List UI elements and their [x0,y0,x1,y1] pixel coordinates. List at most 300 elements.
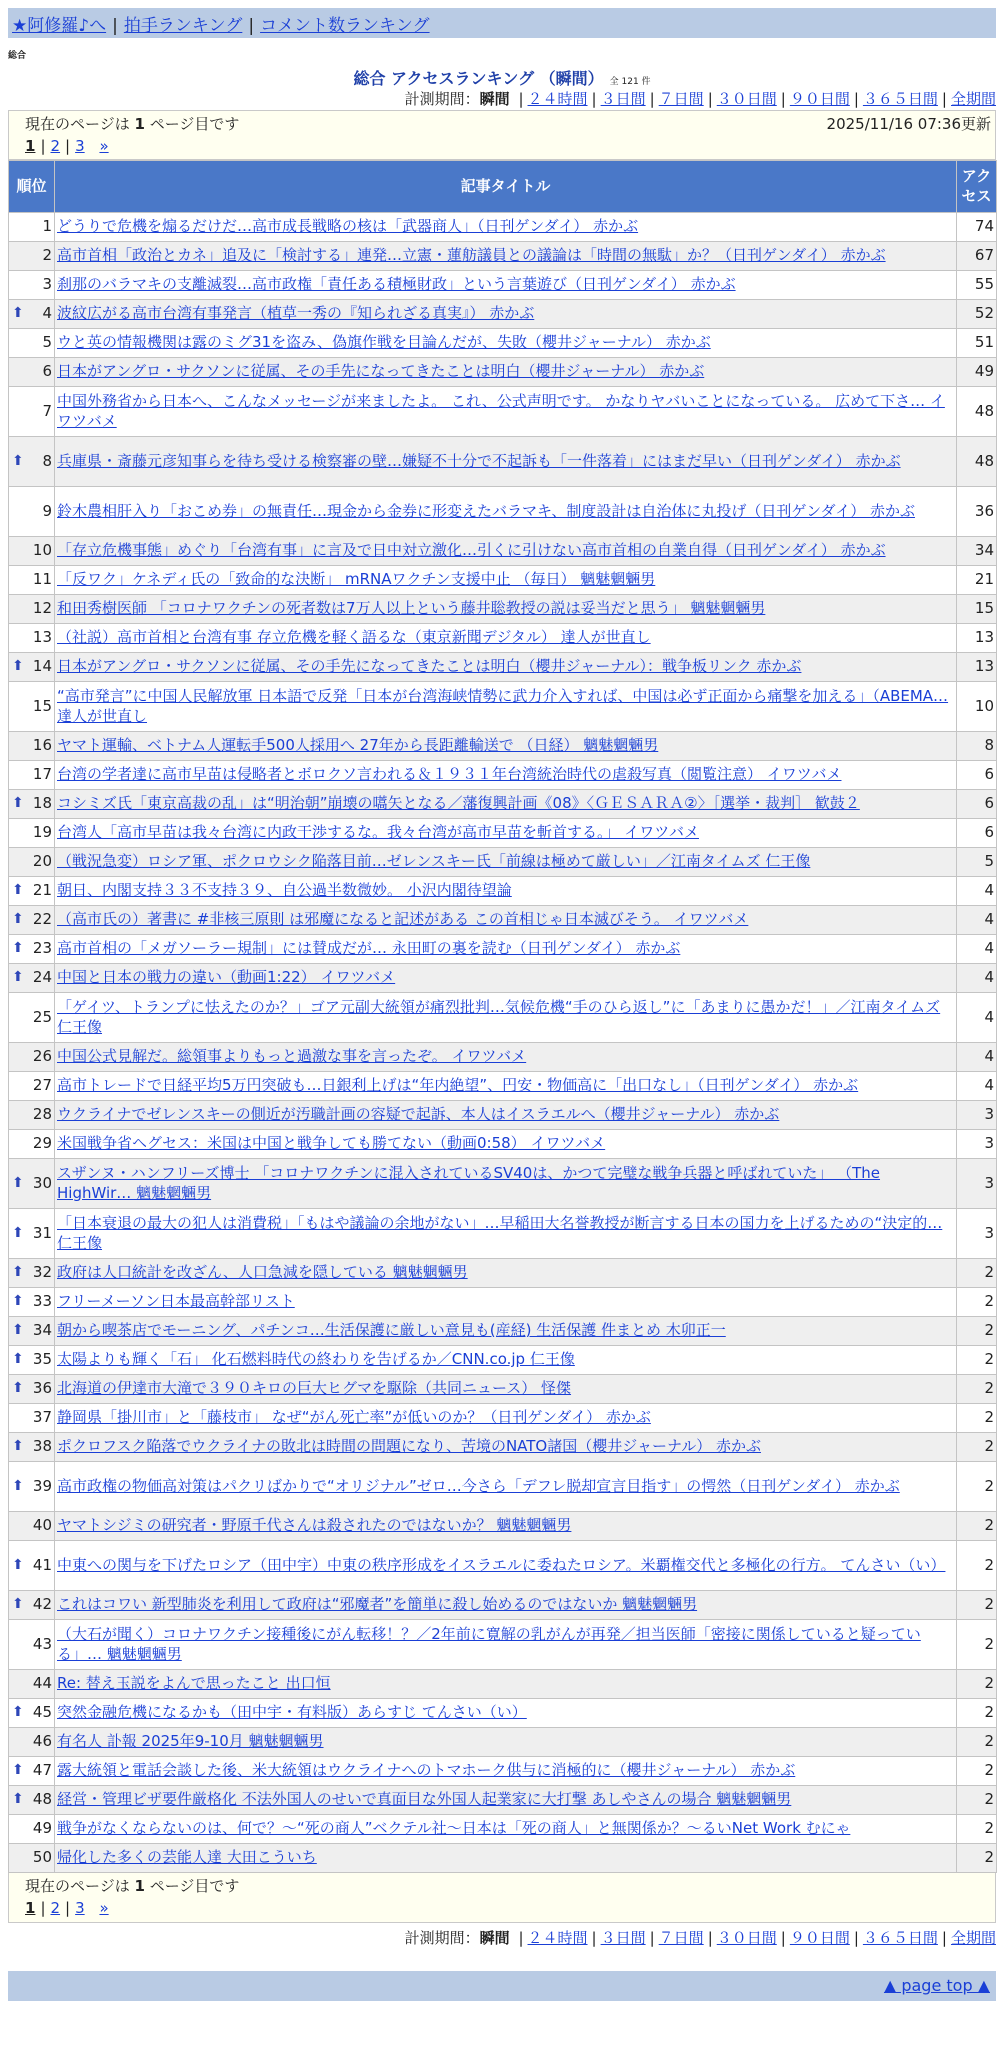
title-cell [55,1375,957,1404]
title-cell [55,761,957,790]
title-cell [55,1699,957,1728]
title-cell [55,271,957,300]
period-separator: | [518,1929,524,1947]
rank-cell [9,1259,55,1288]
table-row [9,487,997,537]
rank-number: 4 [42,304,52,323]
article-link[interactable]: 日本がアングロ・サクソンに従属、その手先になってきたことは明白（櫻井ジャーナル）：戦争板リンク 赤かぶ [57,657,802,676]
title-cell [55,993,957,1043]
period-link[interactable]: ７日間 [658,90,704,108]
table-row [9,624,997,653]
article-link[interactable]: 兵庫県・斎藤元彦知事らを待ち受ける検察審の壁…嫌疑不十分で不起訴も「一件落着」にはまだ早い（日刊ゲンダイ） 赤かぶ [57,451,901,470]
title-cell [55,1259,957,1288]
rank-cell [9,1670,55,1699]
table-row [9,790,997,819]
title-cell [55,1815,957,1844]
table-row [9,993,997,1043]
access-count: 2 [957,1591,997,1620]
article-link[interactable]: 波紋広がる高市台湾有事発言（植草一秀の『知られざる真実』） 赤かぶ [57,304,535,323]
rank-cell [9,1209,55,1259]
article-link[interactable]: 北海道の伊達市大滝で３９０キロの巨大ヒグマを駆除（共同ニュース） 怪傑 [57,1379,572,1398]
rank-number: 26 [32,1047,52,1066]
article-link[interactable]: （戦況急変）ロシア軍、ポクロウシク陥落目前…ゼレンスキー氏「前線は極めて厳しい」／江南タイムズ 仁王像 [57,852,811,871]
article-link[interactable]: 中国公式見解だ。総領事よりもっと過激な事を言ったぞ。 イワツバメ [57,1047,527,1066]
access-count: 2 [957,1699,997,1728]
up-arrow-icon: ⬆ [12,1224,24,1241]
rank-number: 44 [32,1674,52,1693]
period-separator: | [591,90,597,108]
rank-cell [9,993,55,1043]
access-count: 2 [957,1620,997,1670]
period-link[interactable]: ２４時間 [527,1929,588,1947]
period-link[interactable]: ３６５日間 [862,90,938,108]
table-row [9,1346,997,1375]
table-row [9,566,997,595]
up-arrow-icon: ⬆ [12,911,24,927]
title-cell [55,1844,957,1873]
pager-next[interactable]: » [99,1899,109,1917]
rank-number: 7 [42,401,52,420]
article-link[interactable]: フリーメーソン日本最高幹部リスト [57,1292,295,1311]
article-link[interactable]: 中国と日本の戦力の違い（動画1:22） イワツバメ [57,968,396,987]
rank-number: 22 [32,910,52,929]
ranking-table-body [9,213,997,1873]
rank-cell [9,1346,55,1375]
table-row [9,1844,997,1873]
table-row [9,358,997,387]
up-arrow-icon: ⬆ [12,1704,24,1720]
rank-number: 48 [32,1790,52,1809]
rank-cell [9,1317,55,1346]
title-cell [55,1541,957,1591]
title-cell [55,242,957,271]
table-row [9,1670,997,1699]
rank-number: 15 [32,696,52,715]
article-link[interactable]: 台湾人「高市早苗は我々台湾に内政干渉するな。我々台湾が高市早苗を斬首する。」 イワツバメ [57,823,699,842]
rank-cell [9,1757,55,1786]
page-status-suffix: ページ目です [144,1877,240,1895]
nav-link-comment-ranking[interactable]: コメント数ランキング [260,16,430,36]
title-cell [55,877,957,906]
article-link[interactable]: 高市首相の「メガソーラー規制」には賛成だが… 永田町の裏を読む（日刊ゲンダイ） 赤かぶ [57,939,681,958]
up-arrow-icon: ⬆ [12,1596,24,1612]
table-row [9,1512,997,1541]
period-link[interactable]: ３０日間 [716,90,777,108]
title-cell [55,213,957,242]
article-link[interactable]: ウクライナでゼレンスキーの側近が汚職計画の容疑で起訴、本人はイスラエルへ（櫻井ジャーナル） 赤かぶ [57,1105,780,1124]
rank-cell [9,1288,55,1317]
up-arrow-icon: ⬆ [12,795,24,811]
top-nav-bar [8,8,996,38]
article-link[interactable]: 戦争がなくならないのは、何で？〜“死の商人”ベクテル社〜日本は「死の商人」と無関係か？〜るいNet Work むにゃ [57,1819,851,1838]
article-link[interactable]: 露大統領と電話会談した後、米大統領はウクライナへのトマホーク供与に消極的に（櫻井ジャーナル） 赤かぶ [57,1761,796,1780]
rank-number: 12 [32,599,52,618]
article-link[interactable]: 帰化した多くの芸能人達 大田こういち [57,1848,317,1867]
rank-cell [9,1462,55,1512]
title-cell [55,682,957,732]
nav-link-home[interactable]: ★阿修羅♪へ [12,16,107,36]
title-cell [55,1404,957,1433]
title-cell [55,906,957,935]
article-link[interactable]: 有名人 訃報 2025年9-10月 魑魅魍魎男 [57,1732,324,1751]
pager-space [90,1899,95,1917]
article-link[interactable]: 「日本衰退の最大の犯人は消費税」「もはや議論の余地がない」…早稲田大名誉教授が断言する日本の国力を上げるための“決定的… 仁王像 [57,1213,943,1252]
rank-number: 6 [42,362,52,381]
page-status [25,115,239,133]
table-row [9,906,997,935]
updated-timestamp: 2025/11/16 07:36更新 [826,115,991,133]
access-count: 4 [957,993,997,1043]
rank-number: 33 [32,1292,52,1311]
period-link[interactable]: ３０日間 [716,1929,777,1947]
period-separator: | [941,90,947,108]
article-link[interactable]: 静岡県「掛川市」と「藤枝市」 なぜ“がん死亡率”が低いのか？（日刊ゲンダイ） 赤かぶ [57,1408,651,1427]
rank-cell [9,1375,55,1404]
pager-link-3[interactable]: 3 [75,1899,85,1917]
article-link[interactable]: ポクロフスク陥落でウクライナの敗北は時間の問題になり、苦境のNATO諸国（櫻井ジャーナル） 赤かぶ [57,1437,761,1456]
access-count: 55 [957,271,997,300]
pager-link-2[interactable]: 2 [50,137,61,155]
article-link[interactable]: ヤマト運輸、ベトナム人運転手500人採用へ 27年から長距離輸送で （日経） 魑魅魍魎男 [57,736,659,755]
table-row [9,1130,997,1159]
period-current: 瞬間 [479,1929,510,1947]
table-row [9,1541,997,1591]
period-separator: | [649,1929,655,1947]
access-count: 6 [957,819,997,848]
title-cell [55,1433,957,1462]
access-count: 2 [957,1346,997,1375]
rank-number: 38 [32,1437,52,1456]
table-row [9,1072,997,1101]
rank-cell [9,537,55,566]
access-count: 52 [957,300,997,329]
article-link[interactable]: どうりで危機を煽るだけだ…高市成長戦略の核は「武器商人」（日刊ゲンダイ） 赤かぶ [57,217,639,236]
table-row [9,537,997,566]
access-count: 21 [957,566,997,595]
access-count: 48 [957,387,997,437]
table-row [9,964,997,993]
rank-number: 18 [32,794,52,813]
article-link[interactable]: コシミズ氏「東京高裁の乱」は“明治朝”崩壊の嚆矢となる／藩復興計画《08》〈ＧＥＳＡＲＡ②〉［選挙・裁判］ 歓鼓２ [57,794,860,813]
page-status-prefix: 現在のページは [25,1877,135,1895]
title-cell [55,653,957,682]
header-title: 記事タイトル [55,161,957,213]
access-count: 6 [957,761,997,790]
period-link[interactable]: ９０日間 [789,1929,850,1947]
rank-number: 49 [32,1819,52,1838]
title-cell [55,487,957,537]
pager-space [90,137,95,155]
access-count: 2 [957,1728,997,1757]
table-row [9,1786,997,1815]
access-count: 2 [957,1670,997,1699]
table-row [9,1159,997,1209]
period-separator: | [591,1929,597,1947]
footer-bar [8,1971,996,2001]
article-link[interactable]: 「存立危機事態」めぐり「台湾有事」に言及で日中対立激化…引くに引けない高市首相の自業自得（日刊ゲンダイ） 赤かぶ [57,541,886,560]
rank-cell [9,1512,55,1541]
header-rank: 順位 [9,161,55,213]
article-link[interactable]: 太陽よりも輝く「石」 化石燃料時代の終わりを告げるか／CNN.co.jp 仁王像 [57,1350,575,1369]
article-link[interactable]: 日本がアングロ・サクソンに従属、その手先になってきたことは明白（櫻井ジャーナル） 赤かぶ [57,362,705,381]
title-cell [55,1786,957,1815]
table-row [9,732,997,761]
table-row [9,653,997,682]
access-count: 2 [957,1815,997,1844]
period-link[interactable]: ３６５日間 [862,1929,938,1947]
rank-number: 50 [32,1848,52,1867]
rank-cell [9,1786,55,1815]
title-cell [55,387,957,437]
access-count: 2 [957,1462,997,1512]
rank-cell [9,1159,55,1209]
article-link[interactable]: 朝日、内閣支持３３不支持３９、自公過半数微妙。 小沢内閣待望論 [57,881,512,900]
rank-number: 46 [32,1732,52,1751]
access-count: 2 [957,1404,997,1433]
rank-number: 23 [32,939,52,958]
rank-number: 5 [42,333,52,352]
rank-cell [9,761,55,790]
page-title [8,66,996,88]
article-link[interactable]: ヤマトシジミの研究者・野原千代さんは殺されたのではないか？ 魑魅魍魎男 [57,1516,572,1535]
table-row [9,1375,997,1404]
article-link[interactable]: 突然金融危機になるかも（田中宇・有料版）あらすじ てんさい（い） [57,1703,527,1722]
title-cell [55,537,957,566]
access-count: 2 [957,1512,997,1541]
access-count: 3 [957,1101,997,1130]
table-row [9,271,997,300]
table-row [9,213,997,242]
rank-cell [9,1130,55,1159]
rank-cell [9,387,55,437]
article-link[interactable]: 高市トレードで日経平均5万円突破も…日銀利上げは“年内絶望”、円安・物価高に「出口なし」（日刊ゲンダイ） 赤かぶ [57,1076,859,1095]
table-row [9,1209,997,1259]
access-count: 4 [957,906,997,935]
page-info-top [8,110,996,160]
title-cell [55,1620,957,1670]
up-arrow-icon: ⬆ [12,1438,24,1454]
article-link[interactable]: （社説）高市首相と台湾有事 存立危機を軽く語るな（東京新聞デジタル） 達人が世直し [57,628,651,647]
rank-number: 40 [32,1516,52,1535]
table-row [9,1043,997,1072]
access-count: 2 [957,1757,997,1786]
title-cell [55,1757,957,1786]
period-label: 計測期間： [404,90,480,108]
rank-number: 32 [32,1263,52,1282]
table-row [9,1815,997,1844]
rank-cell [9,1728,55,1757]
rank-cell [9,329,55,358]
article-link[interactable]: 中国外務省から日本へ、こんなメッセージが来ましたよ。 これ、公式声明です。 かなりヤバいことになっている。 広めて下さ… イワツバメ [57,391,945,430]
article-link[interactable]: 経営・管理ビザ要件厳格化 不法外国人のせいで真面目な外国人起業家に大打撃 あしやさんの場合 魑魅魍魎男 [57,1790,792,1809]
rank-number: 1 [42,217,52,236]
article-link[interactable]: 「反ワク」ケネディ氏の「致命的な決断」 mRNAワクチン支援中止 （毎日） 魑魅魍魎男 [57,570,656,589]
table-row [9,1317,997,1346]
period-link[interactable]: ３日間 [600,1929,646,1947]
rank-cell [9,487,55,537]
rank-cell [9,790,55,819]
table-row [9,1728,997,1757]
up-arrow-icon: ⬆ [12,1351,24,1367]
up-arrow-icon: ⬆ [12,1762,24,1778]
category-label: 総合 [8,51,27,61]
up-arrow-icon: ⬆ [12,658,24,674]
rank-cell [9,935,55,964]
access-count: 4 [957,1043,997,1072]
rank-cell [9,1815,55,1844]
rank-cell [9,819,55,848]
period-selector [8,88,996,110]
article-link[interactable]: 「ゲイツ、トランプに怯えたのか？」ゴア元副大統領が痛烈批判…気候危機“手のひら返し”に「あまりに愚かだ！」／江南タイムズ 仁王像 [57,997,941,1036]
title-cell [55,1043,957,1072]
title-cell [55,964,957,993]
total-count: 全 121 件 [609,77,651,87]
rank-number: 39 [32,1476,52,1495]
pager-link-2[interactable]: 2 [50,1899,61,1917]
pager-next[interactable]: » [99,137,109,155]
rank-number: 16 [32,736,52,755]
rank-number: 34 [32,1321,52,1340]
rank-cell [9,1043,55,1072]
access-count: 6 [957,790,997,819]
up-arrow-icon: ⬆ [12,1264,24,1280]
access-count: 13 [957,624,997,653]
rank-number: 20 [32,852,52,871]
rank-number: 36 [32,1379,52,1398]
up-arrow-icon: ⬆ [12,305,24,321]
access-count: 74 [957,213,997,242]
period-separator: | [853,1929,859,1947]
nav-link-clap-ranking[interactable]: 拍手ランキング [123,16,243,36]
up-arrow-icon: ⬆ [12,1174,24,1191]
rank-number: 19 [32,823,52,842]
rank-cell [9,271,55,300]
rank-cell [9,437,55,487]
access-count: 4 [957,964,997,993]
access-count: 49 [957,358,997,387]
title-cell [55,819,957,848]
access-count: 48 [957,437,997,487]
rank-number: 47 [32,1761,52,1780]
rank-number: 8 [42,451,52,470]
title-cell [55,1159,957,1209]
page-status-prefix: 現在のページは [25,115,135,133]
title-cell [55,1346,957,1375]
table-row [9,437,997,487]
title-cell [55,437,957,487]
page-top-link[interactable]: ▲ page top ▲ [883,1976,990,1995]
article-link[interactable]: 中東への関与を下げたロシア（田中宇）中東の秩序形成をイスラエルに委ねたロシア。米覇権交代と多極化の行方。 てんさい（い） [57,1555,946,1574]
access-count: 8 [957,732,997,761]
period-label: 計測期間： [404,1929,480,1947]
title-cell [55,1462,957,1512]
rank-number: 45 [32,1703,52,1722]
up-arrow-icon: ⬆ [12,940,24,956]
article-link[interactable]: 政府は人口統計を改ざん、人口急減を隠している 魑魅魍魎男 [57,1263,468,1282]
period-separator: | [649,90,655,108]
period-link[interactable]: 全期間 [950,90,996,108]
period-link[interactable]: ９０日間 [789,90,850,108]
header-count: アクセス [957,161,997,213]
period-separator: | [780,90,786,108]
article-link[interactable]: 米国戦争省ヘグセス：米国は中国と戦争しても勝てない（動画0:58） イワツバメ [57,1134,606,1153]
period-link[interactable]: ３日間 [600,90,646,108]
rank-cell [9,1433,55,1462]
table-row [9,329,997,358]
period-separator: | [941,1929,947,1947]
page-status [25,1877,239,1895]
article-link[interactable]: 和田秀樹医師 「コロナワクチンの死者数は7万人以上という藤井聡教授の説は妥当だと思う」 魑魅魍魎男 [57,599,766,618]
rank-cell [9,964,55,993]
table-row [9,877,997,906]
access-count: 2 [957,1375,997,1404]
rank-number: 24 [32,968,52,987]
table-row [9,1259,997,1288]
article-link[interactable]: 朝から喫茶店でモーニング、パチンコ…生活保護に厳しい意見も(産経) 生活保護 件まとめ 木卯正一 [57,1321,726,1340]
page [8,8,996,2001]
table-row [9,300,997,329]
up-arrow-icon: ⬆ [12,882,24,898]
article-link[interactable]: ウと英の情報機関は露のミグ31を盗み、偽旗作戦を目論んだが、失敗（櫻井ジャーナル） 赤かぶ [57,333,711,352]
title-cell [55,1101,957,1130]
period-link[interactable]: 全期間 [950,1929,996,1947]
rank-number: 10 [32,541,52,560]
article-link[interactable]: “高市発言”に中国人民解放軍 日本語で反発「日本が台湾海峡情勢に武力介入すれば、中国は必ず正面から痛撃を加える」（ABEMA… 達人が世直し [57,686,949,725]
article-link[interactable]: 高市政権の物価高対策はパクリばかりで“オリジナル”ゼロ…今さら「デフレ脱却宣言目指す」の愕然（日刊ゲンダイ） 赤かぶ [57,1476,900,1495]
rank-number: 35 [32,1350,52,1369]
table-row [9,819,997,848]
article-link[interactable]: これはコワい 新型肺炎を利用して政府は“邪魔者”を簡単に殺し始めるのではないか 魑魅魍魎男 [57,1595,698,1614]
table-header-row [9,161,997,213]
rank-cell [9,848,55,877]
rank-cell [9,242,55,271]
up-arrow-icon: ⬆ [12,452,24,469]
access-count: 4 [957,877,997,906]
access-count: 3 [957,1159,997,1209]
up-arrow-icon: ⬆ [12,1293,24,1309]
table-row [9,682,997,732]
title-cell [55,566,957,595]
page-info-bottom [8,1873,996,1923]
title-cell [55,1670,957,1699]
nav-separator: | [112,16,118,36]
title-cell [55,935,957,964]
access-count: 67 [957,242,997,271]
article-link[interactable]: 鈴木農相肝入り「おこめ券」の無責任…現金から金券に形変えたバラマキ、制度設計は自治体に丸投げ（日刊ゲンダイ） 赤かぶ [57,501,915,520]
period-link[interactable]: ２４時間 [527,90,588,108]
nav-separator: | [248,16,255,36]
rank-number: 42 [32,1595,52,1614]
article-link[interactable]: 高市首相「政治とカネ」追及に「検討する」連発…立憲・蓮舫議員との議論は「時間の無駄」か？（日刊ゲンダイ） 赤かぶ [57,246,886,265]
title-cell [55,329,957,358]
rank-cell [9,877,55,906]
rank-cell [9,653,55,682]
article-link[interactable]: 台湾の学者達に高市早苗は侵略者とボロクソ言われる＆１９３１年台湾統治時代の虐殺写真（閲覧注意） イワツバメ [57,765,842,784]
rank-cell [9,906,55,935]
article-link[interactable]: Re: 替え玉説をよんで思ったこと 出口恒 [57,1674,331,1693]
rank-number: 17 [32,765,52,784]
period-link[interactable]: ７日間 [658,1929,704,1947]
article-link[interactable]: （高市氏の）著書に #非核三原則 は邪魔になると記述がある この首相じゃ日本滅びそう。 イワツバメ [57,910,749,929]
article-link[interactable]: 刹那のバラマキの支離滅裂…高市政権「責任ある積極財政」という言葉遊び（日刊ゲンダイ） 赤かぶ [57,275,736,294]
pager-link-3[interactable]: 3 [75,137,85,155]
article-link[interactable]: （大石が聞く）コロナワクチン接種後にがん転移！？／2年前に寛解の乳がんが再発／担当医師「密接に関係していると疑っている」… 魑魅魍魎男 [57,1624,921,1663]
table-row [9,1288,997,1317]
page-status-suffix: ページ目です [144,115,240,133]
title-cell [55,595,957,624]
rank-number: 41 [32,1555,52,1574]
article-link[interactable]: スザンヌ・ハンフリーズ博士 「コロナワクチンに混入されているSV40は、かつて完璧な戦争兵器と呼ばれていた」 （The HighWir… 魑魅魍魎男 [57,1163,881,1202]
